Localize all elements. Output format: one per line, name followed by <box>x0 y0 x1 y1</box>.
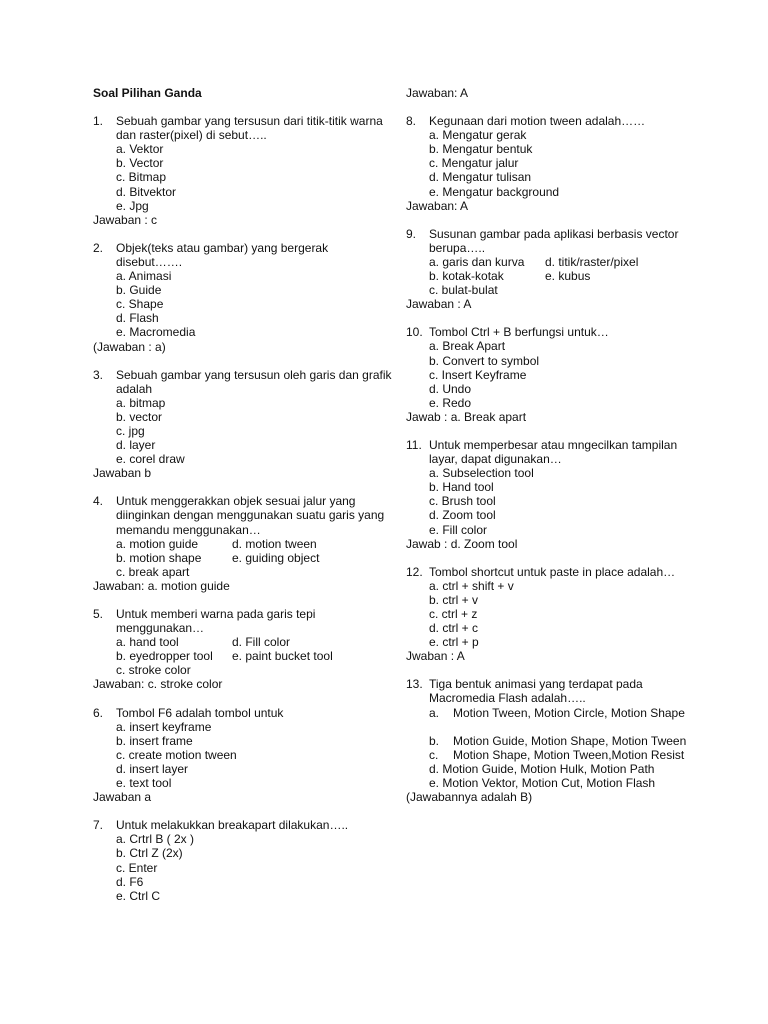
question-2 <box>93 241 393 354</box>
option <box>406 706 706 720</box>
option-row <box>93 663 393 677</box>
question-number: 9. <box>406 226 417 241</box>
question-10 <box>406 325 706 424</box>
option: c. break apart <box>116 564 190 579</box>
page-title: Soal Pilihan Ganda <box>93 86 202 100</box>
answer: Jawaban: c. stroke color <box>93 677 223 692</box>
question-text: Tombol Ctrl + B berfungsi untuk… <box>429 325 609 340</box>
answer: Jawaban a <box>93 790 152 805</box>
question-text: Untuk menggerakkan objek sesuai jalur yang diinginkan dengan menggunakan suatu garis yang memandu menggunakan… <box>116 494 385 537</box>
question-text: Kegunaan dari motion tween adalah…… <box>429 114 646 129</box>
option: d. insert layer <box>116 761 189 776</box>
option: b. ctrl + v <box>429 592 479 607</box>
answer: (Jawaban : a) <box>93 339 166 354</box>
option: a. Animasi <box>116 269 172 284</box>
option: c. ctrl + z <box>429 607 478 621</box>
question-4 <box>93 494 393 593</box>
option: e. Fill color <box>429 522 488 537</box>
question-text: Sebuah gambar yang tersusun dari titik-titik warna dan raster(pixel) di sebut….. <box>116 114 383 143</box>
option-row <box>406 255 706 269</box>
question-text: Sebuah gambar yang tersusun oleh garis dan grafik adalah <box>116 367 392 396</box>
option: d. ctrl + c <box>429 621 479 636</box>
option: d. F6 <box>116 874 144 889</box>
question-number: 13. <box>406 677 423 692</box>
option-row <box>93 565 393 579</box>
option-row <box>93 649 393 663</box>
question-13 <box>406 677 706 804</box>
option: b. vector <box>116 409 163 424</box>
option-letter: a. <box>429 705 440 720</box>
question-number: 8. <box>406 114 417 129</box>
option: e. Ctrl C <box>116 888 161 903</box>
option: a. Mengatur gerak <box>429 128 527 143</box>
option: a. Crtrl B ( 2x ) <box>116 832 195 847</box>
question-5 <box>93 607 393 692</box>
question-text: Tombol shortcut untuk paste in place adalah… <box>429 564 676 579</box>
option: d. titik/raster/pixel <box>545 254 639 269</box>
option: b. eyedropper tool <box>116 649 213 664</box>
question-number: 10. <box>406 325 423 340</box>
question-number: 6. <box>93 705 104 720</box>
option: b. Convert to symbol <box>429 353 540 368</box>
option: d. Motion Guide, Motion Hulk, Motion Path <box>429 761 655 776</box>
option: e. Redo <box>429 395 472 410</box>
question-12 <box>406 565 706 664</box>
option: a. Subselection tool <box>429 466 534 481</box>
option: a. insert keyframe <box>116 719 212 734</box>
option: a. ctrl + shift + v <box>429 578 514 593</box>
option: c. Mengatur jalur <box>429 156 519 171</box>
option: d. Undo <box>429 381 472 396</box>
option: c. Enter <box>116 860 158 875</box>
option: c. Shape <box>116 297 164 312</box>
question-text: Tiga bentuk animasi yang terdapat pada Macromedia Flash adalah….. <box>429 677 643 706</box>
question-8 <box>406 114 706 213</box>
option: a. Vektor <box>116 142 164 157</box>
option: d. Mengatur tulisan <box>429 170 532 185</box>
option: c. stroke color <box>116 663 191 678</box>
option-row <box>93 635 393 649</box>
question-11 <box>406 438 706 551</box>
option-text: Motion Shape, Motion Tween,Motion Resist <box>453 747 685 762</box>
option: c. Brush tool <box>429 494 496 509</box>
option-letter: c. <box>429 747 439 762</box>
option-text: Motion Tween, Motion Circle, Motion Shape <box>453 705 685 720</box>
answer: Jawab : d. Zoom tool <box>406 536 518 551</box>
answer: Jawaban: a. motion guide <box>93 578 230 593</box>
question-9 <box>406 227 706 312</box>
question-text: Untuk melakukkan breakapart dilakukan….. <box>116 818 349 833</box>
option: e. paint bucket tool <box>232 649 333 664</box>
option: d. layer <box>116 438 156 453</box>
option-row <box>406 269 706 283</box>
option: e. guiding object <box>232 550 320 565</box>
option: e. Macromedia <box>116 325 196 340</box>
answer: Jawaban : A <box>406 297 472 312</box>
option: e. Mengatur background <box>429 184 560 199</box>
option: b. Guide <box>116 283 162 298</box>
question-6 <box>93 706 393 805</box>
question-number: 2. <box>93 240 104 255</box>
answer: Jawaban b <box>93 466 152 481</box>
option-row <box>93 537 393 551</box>
option: a. motion guide <box>116 536 199 551</box>
option: b. motion shape <box>116 550 202 565</box>
question-number: 1. <box>93 114 104 129</box>
option: b. Hand tool <box>429 480 494 495</box>
option: e. corel draw <box>116 452 185 467</box>
option: a. Break Apart <box>429 339 506 354</box>
question-text: Susunan gambar pada aplikasi berbasis vector berupa….. <box>429 226 679 255</box>
question-text: Objek(teks atau gambar) yang bergerak disebut……. <box>116 240 329 269</box>
answer: Jawab : a. Break apart <box>406 409 527 424</box>
question-text: Untuk memperbesar atau mngecilkan tampilan layar, dapat digunakan… <box>429 437 678 467</box>
question-number: 5. <box>93 607 104 621</box>
option: d. Fill color <box>232 635 291 650</box>
option: e. text tool <box>116 776 172 791</box>
question-number: 11. <box>406 437 422 452</box>
question-number: 7. <box>93 818 104 833</box>
option: b. Ctrl Z (2x) <box>116 846 183 861</box>
option: c. jpg <box>116 423 145 438</box>
question-text: Tombol F6 adalah tombol untuk <box>116 705 284 720</box>
answer: Jwaban : A <box>406 649 465 664</box>
option: b. Vector <box>116 156 164 171</box>
option: c. bulat-bulat <box>429 283 498 298</box>
option-row <box>93 551 393 565</box>
question-3 <box>93 368 393 481</box>
option: c. Bitmap <box>116 170 167 185</box>
option: d. Zoom tool <box>429 508 496 523</box>
option: b. Mengatur bentuk <box>429 142 533 157</box>
question-1 <box>93 114 393 227</box>
option-text: Motion Guide, Motion Shape, Motion Tween <box>453 733 687 748</box>
answer: Jawaban: A <box>406 86 469 100</box>
right-column <box>406 86 706 818</box>
question-text: Untuk memberi warna pada garis tepi menggunakan… <box>116 607 316 636</box>
option <box>406 734 706 748</box>
option: a. hand tool <box>116 635 179 650</box>
option: c. create motion tween <box>116 747 237 762</box>
option <box>406 748 706 762</box>
option: b. insert frame <box>116 733 193 748</box>
option: e. Jpg <box>116 198 149 213</box>
answer: (Jawabannya adalah B) <box>406 790 533 805</box>
left-column <box>93 86 393 917</box>
question-7 <box>93 818 393 903</box>
answer: Jawaban : c <box>93 212 158 227</box>
option: b. kotak-kotak <box>429 269 504 284</box>
option-row <box>406 283 706 297</box>
question-number: 4. <box>93 494 104 509</box>
option: d. Bitvektor <box>116 184 177 199</box>
answer: Jawaban: A <box>406 198 469 213</box>
option: e. Motion Vektor, Motion Cut, Motion Flash <box>429 775 656 790</box>
question-number: 12. <box>406 564 423 579</box>
option: e. kubus <box>545 269 591 284</box>
option: a. bitmap <box>116 395 166 410</box>
option: d. motion tween <box>232 536 317 551</box>
option: a. garis dan kurva <box>429 254 525 269</box>
option: c. Insert Keyframe <box>429 367 527 382</box>
option: d. Flash <box>116 311 159 326</box>
option: e. ctrl + p <box>429 635 479 650</box>
option-letter: b. <box>429 733 440 748</box>
question-number: 3. <box>93 367 104 382</box>
